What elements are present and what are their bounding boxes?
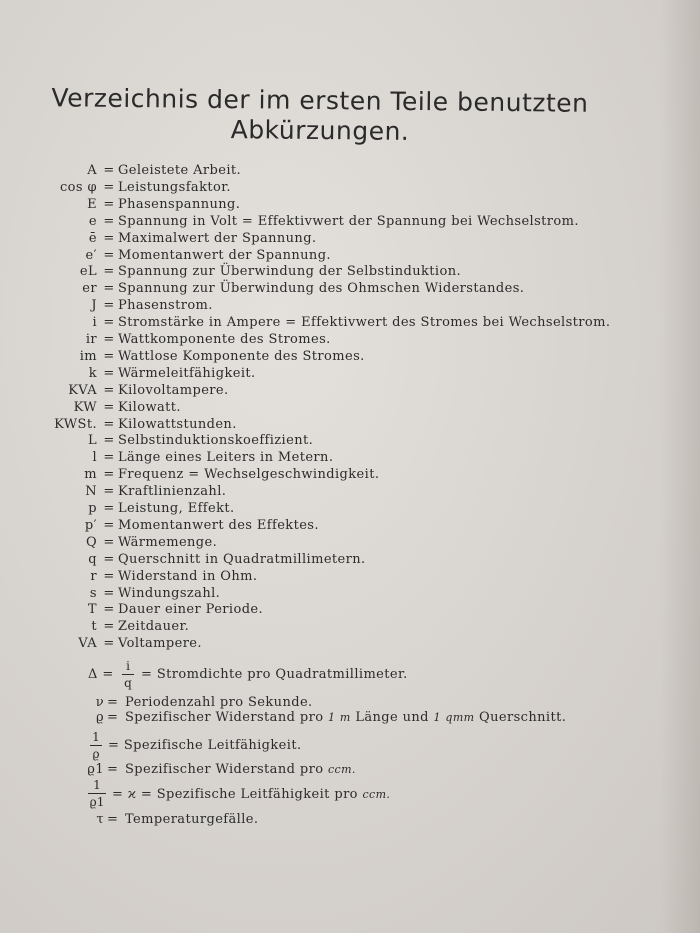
inv-rho-fraction <box>90 730 102 761</box>
abbreviation-description: Selbstinduktionskoeffizient. <box>118 433 314 449</box>
equals-sign: = <box>103 636 115 652</box>
equals-sign: = <box>103 517 115 533</box>
abbreviation-description: Dauer einer Periode. <box>118 602 264 618</box>
abbreviation-description: Widerstand in Ohm. <box>118 568 258 584</box>
inv-rho1-fraction <box>88 778 106 809</box>
delta-description: = Stromdichte pro Quadratmillimeter. <box>141 667 408 682</box>
abbreviation-row <box>0 163 700 179</box>
abbreviation-symbol: N <box>85 484 97 500</box>
abbreviation-row <box>0 586 700 602</box>
abbreviation-row <box>0 264 700 280</box>
abbreviation-symbol: m <box>84 467 97 483</box>
abbreviation-description: Geleistete Arbeit. <box>118 163 242 178</box>
rho-eq: = <box>107 710 119 725</box>
rho-unit-m: m <box>339 711 351 724</box>
abbreviation-description: Wattlose Komponente des Stromes. <box>118 348 365 364</box>
abbreviation-symbol: ir <box>85 332 97 347</box>
abbreviation-row <box>0 180 700 196</box>
abbreviation-symbol: KWSt. <box>54 416 97 432</box>
equals-sign: = <box>103 416 115 432</box>
equals-sign: = <box>103 315 115 331</box>
rho1-desc: Spezifischer Widerstand pro <box>125 762 324 777</box>
abbreviation-description: Leistung, Effekt. <box>118 501 235 516</box>
equals-sign: = <box>103 585 115 601</box>
abbreviation-row <box>0 636 700 652</box>
abbreviation-description: Momentanwert des Effektes. <box>118 517 319 533</box>
abbreviation-symbol: cos φ <box>59 179 97 195</box>
abbreviation-symbol: t <box>91 619 97 635</box>
abbreviation-symbol: e <box>88 213 97 229</box>
equals-sign: = <box>103 298 115 314</box>
abbreviation-description: Kilowatt. <box>118 399 181 415</box>
abbreviation-description: Spannung zur Überwindung der Selbstinduktion. <box>118 264 462 280</box>
tau-row <box>0 812 104 828</box>
equals-sign: = <box>103 163 115 178</box>
fraction-bar <box>90 745 102 746</box>
equals-sign: = <box>103 450 115 466</box>
tau-symbol: τ <box>96 812 104 827</box>
abbreviation-description: Windungszahl. <box>118 585 221 601</box>
abbreviation-symbol: J <box>91 298 97 314</box>
abbreviation-row <box>0 467 700 483</box>
abbreviation-symbol: VA <box>78 636 97 652</box>
nu-description: Periodenzahl pro Sekunde. <box>125 695 313 710</box>
equals-sign: = <box>103 179 115 195</box>
page-title-line-1: Verzeichnis der im ersten Teile benutzten <box>51 83 589 118</box>
abbreviation-row <box>0 501 700 517</box>
abbreviation-description: Wattkomponente des Stromes. <box>118 332 331 347</box>
equals-sign: = <box>103 382 115 398</box>
abbreviation-row <box>0 231 700 247</box>
abbreviation-symbol: T <box>87 602 97 618</box>
equals-sign: = <box>103 213 115 229</box>
equals-sign: = <box>103 534 115 550</box>
equals-sign: = <box>103 365 115 381</box>
abbreviation-symbol: KVA <box>68 382 97 398</box>
rho-desc-c: Querschnitt. <box>479 710 567 725</box>
abbreviation-row <box>0 197 700 213</box>
abbreviation-symbol: l <box>92 450 97 466</box>
abbreviation-row <box>0 433 700 449</box>
abbreviation-description: Voltampere. <box>118 636 202 652</box>
delta-denominator: q <box>124 676 132 690</box>
abbreviation-row <box>0 619 700 635</box>
abbreviation-row <box>0 552 700 568</box>
rho-desc-a: Spezifischer Widerstand pro <box>125 710 324 725</box>
abbreviation-symbol: k <box>88 365 97 381</box>
nu-symbol: ν <box>95 695 104 710</box>
abbreviation-row <box>0 417 700 433</box>
equals-sign: = <box>103 247 115 263</box>
page-title-line-2: Abkürzungen. <box>230 115 410 146</box>
abbreviation-row <box>0 450 700 466</box>
abbreviation-symbol: er <box>82 281 97 297</box>
equals-sign: = <box>103 619 115 635</box>
equals-sign: = <box>103 501 115 516</box>
inv-rho1-desc: = ϰ = Spezifische Leitfähigkeit pro <box>112 787 358 802</box>
rho1-eq: = <box>107 762 119 777</box>
rho-symbol: ϱ <box>95 710 104 725</box>
abbreviation-symbol: im <box>79 348 97 364</box>
abbreviation-description: Phasenspannung. <box>118 196 241 212</box>
abbreviation-description: Querschnitt in Quadratmillimetern. <box>118 551 366 567</box>
abbreviation-symbol: s <box>89 585 97 601</box>
delta-fraction <box>122 659 134 690</box>
abbreviation-description: Stromstärke in Ampere = Effektivwert des Stromes bei Wechselstrom. <box>118 315 611 331</box>
equals-sign: = <box>103 399 115 415</box>
rho-unit-qmm: qmm <box>445 711 475 724</box>
abbreviation-symbol: L <box>87 433 97 449</box>
abbreviation-description: Leistungsfaktor. <box>118 179 231 195</box>
abbreviation-symbol: r <box>90 568 97 584</box>
abbreviation-description: Spannung in Volt = Effektivwert der Spannung bei Wechselstrom. <box>118 213 579 229</box>
abbreviation-row <box>0 349 700 365</box>
equals-sign: = <box>103 433 115 449</box>
abbreviation-description: Länge eines Leiters in Metern. <box>118 450 334 466</box>
rho-unit-1: 1 <box>327 711 336 724</box>
rho1-description <box>125 762 356 777</box>
abbreviation-symbol: q <box>88 551 97 567</box>
abbreviation-symbol: eL <box>79 264 97 280</box>
abbreviation-description: Zeitdauer. <box>118 619 190 635</box>
abbreviation-symbol: e′ <box>85 247 97 263</box>
tau-description: Temperaturgefälle. <box>125 812 259 827</box>
abbreviation-description: Phasenstrom. <box>118 298 213 314</box>
inv-rho1-denominator: ϱ1 <box>89 795 105 809</box>
abbreviation-description: Momentanwert der Spannung. <box>118 247 331 263</box>
abbreviation-row <box>0 400 700 416</box>
equals-sign: = <box>103 230 115 246</box>
rho-row <box>0 710 104 726</box>
abbreviation-row <box>0 298 700 314</box>
abbreviation-description: Frequenz = Wechselgeschwindigkeit. <box>118 467 380 483</box>
nu-row <box>0 695 104 711</box>
rho-description <box>125 710 566 725</box>
inv-rho1-numerator: 1 <box>93 778 101 792</box>
abbreviation-row <box>0 366 700 382</box>
abbreviation-description: Kilowattstunden. <box>118 416 237 432</box>
abbreviation-description: Kraftlinienzahl. <box>118 484 227 500</box>
abbreviation-symbol: E <box>87 196 97 212</box>
abbreviation-row <box>0 535 700 551</box>
abbreviation-description: Kilovoltampere. <box>118 382 229 398</box>
abbreviation-row <box>0 602 700 618</box>
delta-numerator: i <box>126 659 130 673</box>
abbreviation-symbol: A <box>87 163 97 178</box>
abbreviation-description: Wärmeleitfähigkeit. <box>118 365 256 381</box>
rho-desc-b: Länge und <box>355 710 429 725</box>
inv-rho-denominator: ϱ <box>92 747 100 761</box>
abbreviation-description: Spannung zur Überwindung des Ohmschen Widerstandes. <box>118 281 525 297</box>
abbreviation-description: Wärmemenge. <box>118 534 218 550</box>
equals-sign: = <box>103 264 115 280</box>
equals-sign: = <box>103 281 115 297</box>
abbreviation-symbol: Q <box>85 534 97 550</box>
abbreviation-description: Maximalwert der Spannung. <box>118 230 317 246</box>
abbreviation-row <box>0 281 700 297</box>
equals-sign: = <box>103 602 115 618</box>
abbreviation-symbol: p′ <box>84 517 97 533</box>
abbreviation-row <box>0 332 700 348</box>
inv-rho1-description <box>112 787 390 802</box>
nu-eq: = <box>107 695 119 710</box>
abbreviation-symbol: i <box>92 315 97 331</box>
rho-unit-2: 1 <box>433 711 441 724</box>
inv-rho-numerator: 1 <box>92 730 100 744</box>
equals-sign: = <box>103 332 115 347</box>
inv-rho1-unit: ccm. <box>362 788 391 801</box>
abbreviation-row <box>0 518 700 534</box>
tau-eq: = <box>107 812 119 827</box>
equals-sign: = <box>103 484 115 500</box>
fraction-bar <box>88 793 106 794</box>
rho1-unit: ccm. <box>327 763 356 776</box>
abbreviation-row <box>0 214 700 230</box>
abbreviation-symbol: ē <box>88 230 97 246</box>
equals-sign: = <box>103 348 115 364</box>
equals-sign: = <box>103 467 115 483</box>
equals-sign: = <box>103 551 115 567</box>
abbreviation-row <box>0 315 700 331</box>
rho1-symbol: ϱ1 <box>87 762 104 777</box>
equals-sign: = <box>103 196 115 212</box>
delta-lhs: Δ = <box>88 667 114 682</box>
abbreviation-symbol: p <box>88 501 97 516</box>
abbreviation-row <box>0 248 700 264</box>
inv-rho-description: = Spezifische Leitfähigkeit. <box>108 738 302 753</box>
rho1-row <box>0 762 104 778</box>
fraction-bar <box>122 674 134 675</box>
abbreviation-row <box>0 383 700 399</box>
abbreviation-symbol: KW <box>73 399 97 415</box>
abbreviation-row <box>0 484 700 500</box>
abbreviation-row <box>0 569 700 585</box>
equals-sign: = <box>103 568 115 584</box>
